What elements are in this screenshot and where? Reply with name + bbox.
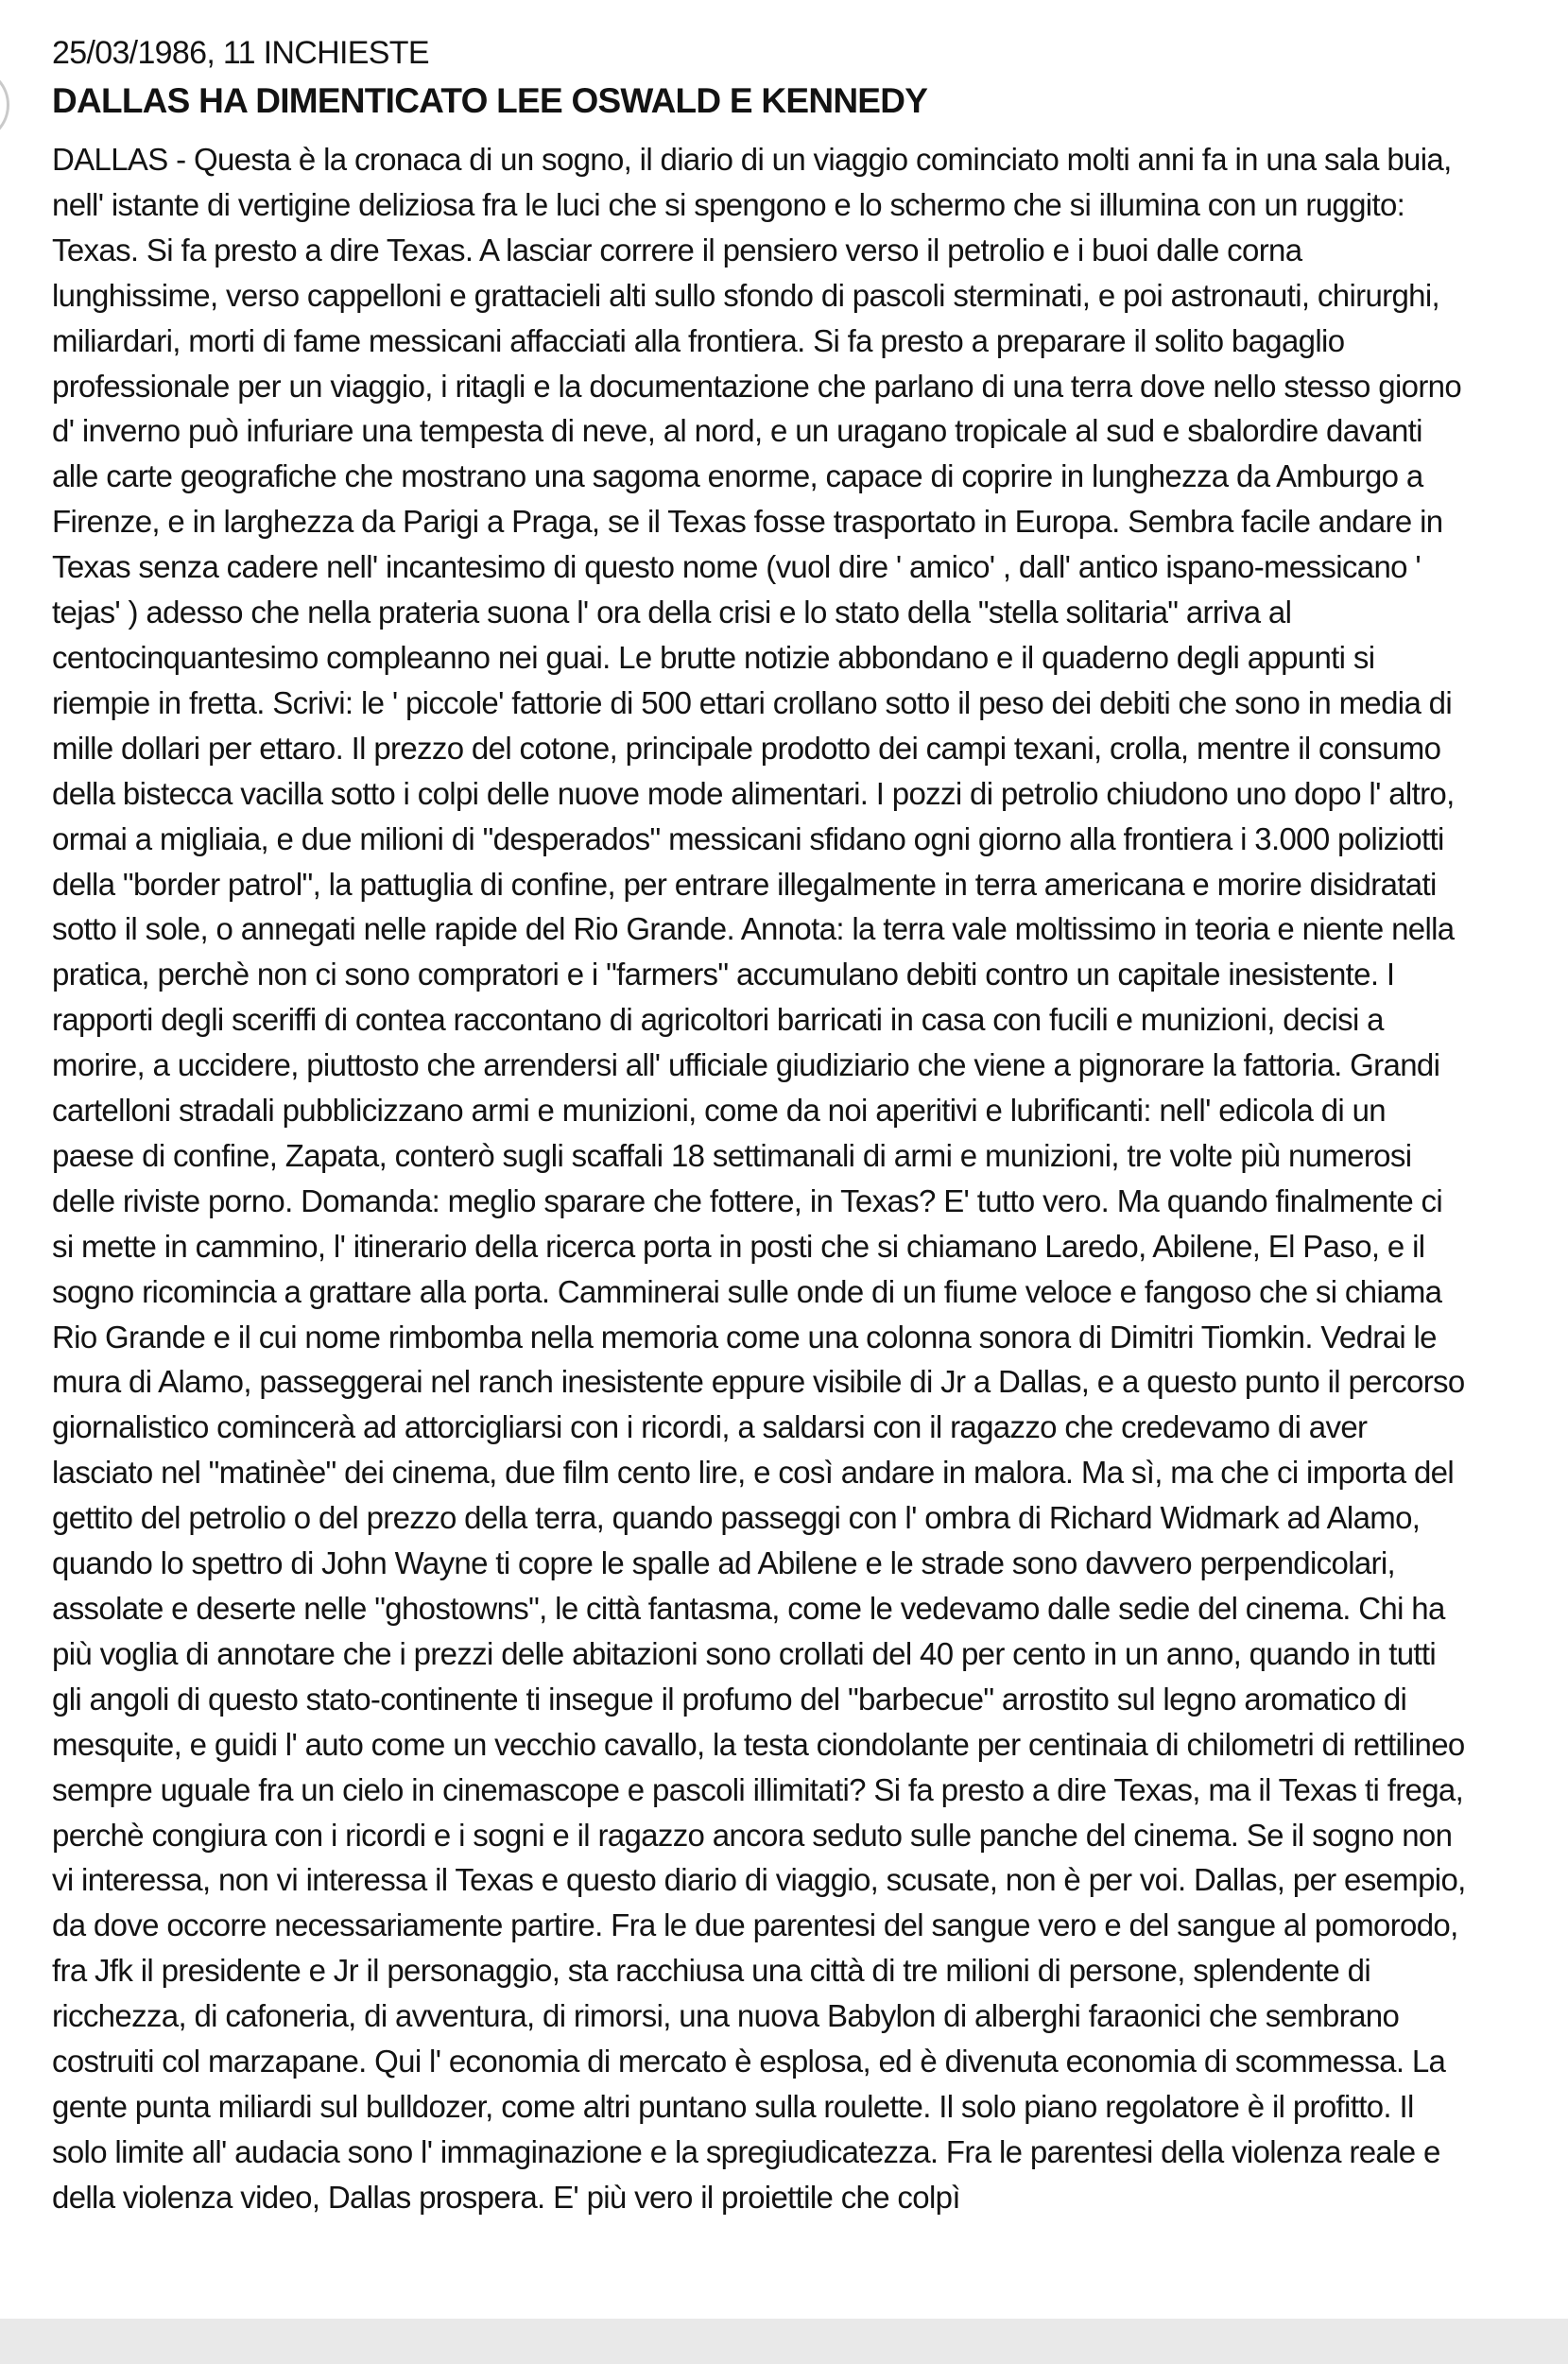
- article-header: [52, 32, 1470, 125]
- bottom-bar: [0, 2319, 1568, 2364]
- article-title: DALLAS HA DIMENTICATO LEE OSWALD E KENNEDY: [52, 81, 928, 120]
- article-content: [52, 32, 1470, 2220]
- article-dateline: 25/03/1986, 11 INCHIESTE: [52, 35, 429, 71]
- edge-partial-circle-button[interactable]: [0, 67, 9, 143]
- article-body: DALLAS - Questa è la cronaca di un sogno, il diario di un viaggio cominciato molti anni fa in una sala buia, nell' istante di vertigine deliziosa fra le luci che si spengono e lo schermo che si illumina con un ruggito: Texas. Si fa presto a dire Texas. A lasciar correre il pensiero verso il petrolio e i buoi dalle corna lunghissime, verso cappelloni e grattacieli alti sullo sfondo di pascoli sterminati, e poi astronauti, chirurghi, miliardari, morti di fame messicani affacciati alla frontiera. Si fa presto a preparare il solito bagaglio professionale per un viaggio, i ritagli e la documentazione che parlano di una terra dove nello stesso giorno d' inverno può infuriare una tempesta di neve, al nord, e un uragano tropicale al sud e sbalordire davanti alle carte geografiche che mostrano una sagoma enorme, capace di coprire in lunghezza da Amburgo a Firenze, e in larghezza da Parigi a Praga, se il Texas fosse trasportato in Europa. Sembra facile andare in Texas senza cadere nell' incantesimo di questo nome (vuol dire ' amico' , dall' antico ispano-messicano ' tejas' ) adesso che nella prateria suona l' ora della crisi e lo stato della "stella solitaria" arriva al centocinquantesimo compleanno nei guai. Le brutte notizie abbondano e il quaderno degli appunti si riempie in fretta. Scrivi: le ' piccole' fattorie di 500 ettari crollano sotto il peso dei debiti che sono in media di mille dollari per ettaro. Il prezzo del cotone, principale prodotto dei campi texani, crolla, mentre il consumo della bistecca vacilla sotto i colpi delle nuove mode alimentari. I pozzi di petrolio chiudono uno dopo l' altro, ormai a migliaia, e due milioni di "desperados" messicani sfidano ogni giorno alla frontiera i 3.000 poliziotti della "border patrol", la pattuglia di confine, per entrare illegalmente in terra americana e morire disidratati sotto il sole, o annegati nelle rapide del Rio Grande. Annota: la terra vale moltissimo in teoria e niente nella pratica, perchè non ci sono compratori e i "farmers" accumulano debiti contro un capitale inesistente. I rapporti degli sceriffi di contea raccontano di agricoltori barricati in casa con fucili e munizioni, decisi a morire, a uccidere, piuttosto che arrendersi all' ufficiale giudiziario che viene a pignorare la fattoria. Grandi cartelloni stradali pubblicizzano armi e munizioni, come da noi aperitivi e lubrificanti: nell' edicola di un paese di confine, Zapata, conterò sugli scaffali 18 settimanali di armi e munizioni, tre volte più numerosi delle riviste porno. Domanda: meglio sparare che fottere, in Texas? E' tutto vero. Ma quando finalmente ci si mette in cammino, l' itinerario della ricerca porta in posti che si chiamano Laredo, Abilene, El Paso, e il sogno ricomincia a grattare alla porta. Camminerai sulle onde di un fiume veloce e fangoso che si chiama Rio Grande e il cui nome rimbomba nella memoria come una colonna sonora di Dimitri Tiomkin. Vedrai le mura di Alamo, passeggerai nel ranch inesistente eppure visibile di Jr a Dallas, e a questo punto il percorso giornalistico comincerà ad attorcigliarsi con i ricordi, a saldarsi con il ragazzo che credevamo di aver lasciato nel "matinèe" dei cinema, due film cento lire, e così andare in malora. Ma sì, ma che ci importa del gettito del petrolio o del prezzo della terra, quando passeggi con l' ombra di Richard Widmark ad Alamo, quando lo spettro di John Wayne ti copre le spalle ad Abilene e le strade sono davvero perpendicolari, assolate e deserte nelle "ghostowns", le città fantasma, come le vedevamo dalle sedie del cinema. Chi ha più voglia di annotare che i prezzi delle abitazioni sono crollati del 40 per cento in un anno, quando in tutti gli angoli di questo stato-continente ti insegue il profumo del "barbecue" arrostito sul legno aromatico di mesquite, e guidi l' auto come un vecchio cavallo, la testa ciondolante per centinaia di chilometri di rettilineo sempre uguale fra un cielo in cinemascope e pascoli illimitati? Si fa presto a dire Texas, ma il Texas ti frega, perchè congiura con i ricordi e i sogni e il ragazzo ancora seduto sulle panche del cinema. Se il sogno non vi interessa, non vi interessa il Texas e questo diario di viaggio, scusate, non è per voi. Dallas, per esempio, da dove occorre necessariamente partire. Fra le due parentesi del sangue vero e del sangue al pomorodo, fra Jfk il presidente e Jr il personaggio, sta racchiusa una città di tre milioni di persone, splendente di ricchezza, di cafoneria, di avventura, di rimorsi, una nuova Babylon di alberghi faraonici che sembrano costruiti col marzapane. Qui l' economia di mercato è esplosa, ed è divenuta economia di scommessa. La gente punta miliardi sul bulldozer, come altri puntano sulla roulette. Il solo piano regolatore è il profitto. Il solo limite all' audacia sono l' immaginazione e la spregiudicatezza. Fra le parentesi della violenza reale e della violenza video, Dallas prospera. E' più vero il proiettile che colpì: [52, 142, 1466, 2215]
